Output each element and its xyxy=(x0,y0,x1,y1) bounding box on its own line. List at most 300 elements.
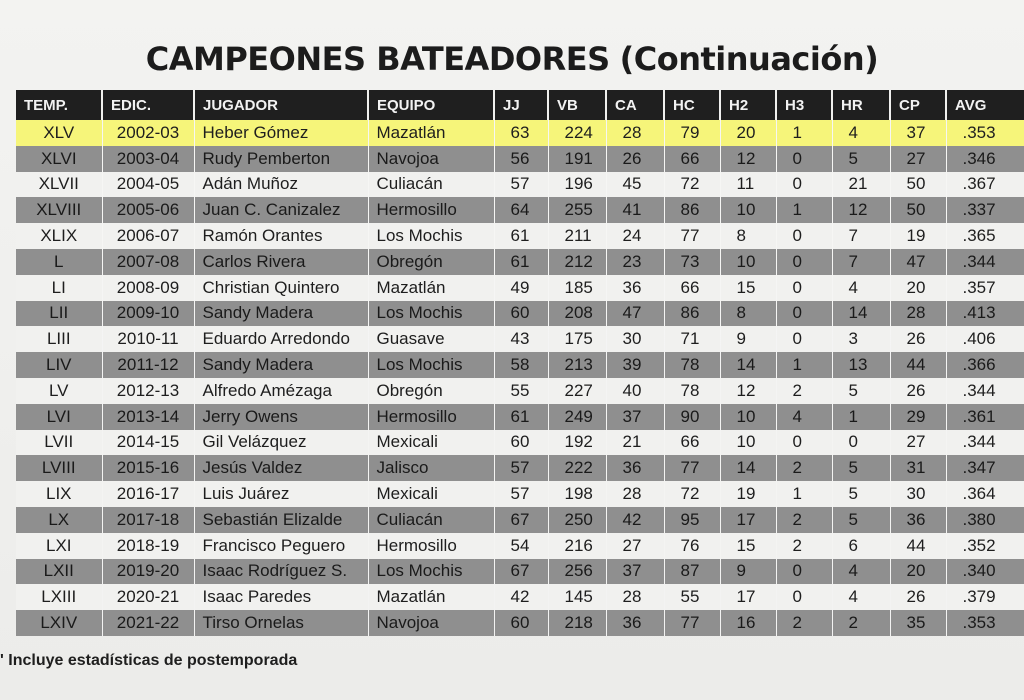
table-cell: 77 xyxy=(664,610,720,636)
table-cell: 19 xyxy=(720,481,776,507)
table-cell: 57 xyxy=(494,481,548,507)
table-row xyxy=(16,533,1024,559)
table-cell: LIV xyxy=(16,352,102,378)
table-cell: 2 xyxy=(832,610,890,636)
table-cell: Mazatlán xyxy=(368,584,494,610)
table-row xyxy=(16,507,1024,533)
table-cell: Jalisco xyxy=(368,455,494,481)
table-cell: Guasave xyxy=(368,326,494,352)
table-cell: 67 xyxy=(494,559,548,585)
table-cell: .353 xyxy=(946,610,1024,636)
table-cell: 4 xyxy=(832,275,890,301)
table-cell: 54 xyxy=(494,533,548,559)
table-cell: LV xyxy=(16,378,102,404)
table-cell: 47 xyxy=(606,301,664,327)
table-cell: 7 xyxy=(832,249,890,275)
table-cell: 227 xyxy=(548,378,606,404)
table-cell: Hermosillo xyxy=(368,197,494,223)
table-cell: Navojoa xyxy=(368,610,494,636)
table-row xyxy=(16,326,1024,352)
table-cell: 5 xyxy=(832,146,890,172)
table-cell: 15 xyxy=(720,275,776,301)
table-cell: 6 xyxy=(832,533,890,559)
table-cell: .340 xyxy=(946,559,1024,585)
table-cell: 145 xyxy=(548,584,606,610)
table-cell: XLIX xyxy=(16,223,102,249)
table-cell: 27 xyxy=(606,533,664,559)
table-cell: 0 xyxy=(776,301,832,327)
table-row xyxy=(16,249,1024,275)
table-cell: XLV xyxy=(16,120,102,146)
table-cell: .367 xyxy=(946,172,1024,198)
table-cell: Culiacán xyxy=(368,507,494,533)
table-cell: 10 xyxy=(720,249,776,275)
table-cell: 28 xyxy=(606,481,664,507)
footnote: ' Incluye estadísticas de postemporada xyxy=(0,652,298,669)
table-cell: 10 xyxy=(720,197,776,223)
table-cell: 61 xyxy=(494,404,548,430)
table-cell: .347 xyxy=(946,455,1024,481)
column-header: EDIC. xyxy=(102,90,194,120)
table-cell: 10 xyxy=(720,404,776,430)
table-cell: 2004-05 xyxy=(102,172,194,198)
column-header: CP xyxy=(890,90,946,120)
column-header: H3 xyxy=(776,90,832,120)
table-cell: 12 xyxy=(720,378,776,404)
column-header: HR xyxy=(832,90,890,120)
table-cell: .337 xyxy=(946,197,1024,223)
table-cell: Mexicali xyxy=(368,481,494,507)
table-cell: 76 xyxy=(664,533,720,559)
table-cell: 8 xyxy=(720,301,776,327)
table-row xyxy=(16,197,1024,223)
table-cell: LX xyxy=(16,507,102,533)
table-cell: Sebastián Elizalde xyxy=(194,507,368,533)
table-cell: Navojoa xyxy=(368,146,494,172)
table-cell: 78 xyxy=(664,352,720,378)
table-cell: 58 xyxy=(494,352,548,378)
table-cell: LI xyxy=(16,275,102,301)
table-cell: 61 xyxy=(494,223,548,249)
table-cell: Culiacán xyxy=(368,172,494,198)
table-cell: 39 xyxy=(606,352,664,378)
table-cell: 2002-03 xyxy=(102,120,194,146)
table-cell: 67 xyxy=(494,507,548,533)
table-cell: 30 xyxy=(890,481,946,507)
table-cell: 60 xyxy=(494,301,548,327)
table-cell: 8 xyxy=(720,223,776,249)
table-cell: 5 xyxy=(832,378,890,404)
column-header: HC xyxy=(664,90,720,120)
table-cell: 208 xyxy=(548,301,606,327)
table-row xyxy=(16,352,1024,378)
table-cell: Sandy Madera xyxy=(194,301,368,327)
table-cell: 10 xyxy=(720,430,776,456)
table-cell: 21 xyxy=(832,172,890,198)
table-cell: Eduardo Arredondo xyxy=(194,326,368,352)
table-cell: .344 xyxy=(946,249,1024,275)
table-cell: 1 xyxy=(776,352,832,378)
table-cell: 60 xyxy=(494,610,548,636)
table-cell: 16 xyxy=(720,610,776,636)
table-cell: 2 xyxy=(776,610,832,636)
table-cell: 44 xyxy=(890,352,946,378)
table-cell: 95 xyxy=(664,507,720,533)
table-row xyxy=(16,481,1024,507)
table-cell: 79 xyxy=(664,120,720,146)
table-cell: 27 xyxy=(890,146,946,172)
table-cell: .366 xyxy=(946,352,1024,378)
table-row-highlighted xyxy=(16,120,1024,146)
table-row xyxy=(16,559,1024,585)
table-cell: 44 xyxy=(890,533,946,559)
table-cell: 2007-08 xyxy=(102,249,194,275)
table-cell: Los Mochis xyxy=(368,301,494,327)
table-cell: 4 xyxy=(776,404,832,430)
table-cell: 15 xyxy=(720,533,776,559)
table-cell: 87 xyxy=(664,559,720,585)
column-header: H2 xyxy=(720,90,776,120)
table-cell: Los Mochis xyxy=(368,352,494,378)
table-cell: Alfredo Amézaga xyxy=(194,378,368,404)
table-row xyxy=(16,584,1024,610)
table-cell: 77 xyxy=(664,223,720,249)
table-cell: 4 xyxy=(832,120,890,146)
table-cell: 0 xyxy=(832,430,890,456)
table-cell: 218 xyxy=(548,610,606,636)
batting-champions-table xyxy=(16,90,1024,636)
table-cell: 9 xyxy=(720,326,776,352)
table-cell: .352 xyxy=(946,533,1024,559)
table-cell: 28 xyxy=(606,120,664,146)
table-cell: 250 xyxy=(548,507,606,533)
table-cell: 2 xyxy=(776,455,832,481)
table-cell: 2018-19 xyxy=(102,533,194,559)
table-cell: 66 xyxy=(664,146,720,172)
table-cell: Mazatlán xyxy=(368,275,494,301)
table-cell: 2 xyxy=(776,533,832,559)
table-cell: 0 xyxy=(776,275,832,301)
table-cell: 43 xyxy=(494,326,548,352)
table-cell: Luis Juárez xyxy=(194,481,368,507)
table-cell: 2013-14 xyxy=(102,404,194,430)
table-cell: 66 xyxy=(664,275,720,301)
table-cell: Isaac Paredes xyxy=(194,584,368,610)
table-cell: 47 xyxy=(890,249,946,275)
table-cell: 41 xyxy=(606,197,664,223)
table-cell: LVIII xyxy=(16,455,102,481)
table-cell: .365 xyxy=(946,223,1024,249)
table-cell: .361 xyxy=(946,404,1024,430)
table-cell: LVI xyxy=(16,404,102,430)
table-cell: LII xyxy=(16,301,102,327)
table-cell: 175 xyxy=(548,326,606,352)
table-cell: Isaac Rodríguez S. xyxy=(194,559,368,585)
table-cell: 0 xyxy=(776,146,832,172)
table-cell: .353 xyxy=(946,120,1024,146)
table-cell: 198 xyxy=(548,481,606,507)
table-cell: LVII xyxy=(16,430,102,456)
table-cell: 2020-21 xyxy=(102,584,194,610)
table-cell: .357 xyxy=(946,275,1024,301)
table-cell: 13 xyxy=(832,352,890,378)
table-cell: 36 xyxy=(606,610,664,636)
table-cell: 249 xyxy=(548,404,606,430)
table-cell: Mexicali xyxy=(368,430,494,456)
table-cell: 20 xyxy=(890,559,946,585)
table-cell: Gil Velázquez xyxy=(194,430,368,456)
table-cell: 4 xyxy=(832,584,890,610)
table-cell: LXIV xyxy=(16,610,102,636)
table-cell: Jesús Valdez xyxy=(194,455,368,481)
table-cell: 50 xyxy=(890,172,946,198)
table-cell: LXIII xyxy=(16,584,102,610)
table-cell: 3 xyxy=(832,326,890,352)
table-row xyxy=(16,172,1024,198)
table-cell: Sandy Madera xyxy=(194,352,368,378)
table-cell: .344 xyxy=(946,378,1024,404)
table-cell: .379 xyxy=(946,584,1024,610)
table-cell: 49 xyxy=(494,275,548,301)
table-cell: 2010-11 xyxy=(102,326,194,352)
table-cell: 20 xyxy=(720,120,776,146)
table-cell: 9 xyxy=(720,559,776,585)
table-cell: .413 xyxy=(946,301,1024,327)
table-cell: 12 xyxy=(832,197,890,223)
table-row xyxy=(16,301,1024,327)
table-cell: 191 xyxy=(548,146,606,172)
table-cell: 29 xyxy=(890,404,946,430)
table-cell: 31 xyxy=(890,455,946,481)
table-cell: 21 xyxy=(606,430,664,456)
table-cell: 2011-12 xyxy=(102,352,194,378)
table-cell: 5 xyxy=(832,481,890,507)
table-cell: 213 xyxy=(548,352,606,378)
title-main: CAMPEONES BATEADORES xyxy=(145,40,610,78)
table-cell: 27 xyxy=(890,430,946,456)
table-cell: 14 xyxy=(720,352,776,378)
table-cell: Los Mochis xyxy=(368,559,494,585)
table-cell: .380 xyxy=(946,507,1024,533)
table-cell: 2009-10 xyxy=(102,301,194,327)
table-body xyxy=(16,120,1024,636)
table-cell: 7 xyxy=(832,223,890,249)
table-cell: 72 xyxy=(664,481,720,507)
table-cell: 4 xyxy=(832,559,890,585)
table-cell: 86 xyxy=(664,197,720,223)
table-cell: 36 xyxy=(606,455,664,481)
table-cell: LIII xyxy=(16,326,102,352)
table-row xyxy=(16,275,1024,301)
table-cell: 1 xyxy=(776,481,832,507)
table-cell: 14 xyxy=(832,301,890,327)
table-cell: 2016-17 xyxy=(102,481,194,507)
table-cell: Hermosillo xyxy=(368,404,494,430)
table-cell: Jerry Owens xyxy=(194,404,368,430)
table-cell: 2015-16 xyxy=(102,455,194,481)
table-cell: LIX xyxy=(16,481,102,507)
table-cell: 26 xyxy=(890,584,946,610)
table-cell: Hermosillo xyxy=(368,533,494,559)
table-cell: Juan C. Canizalez xyxy=(194,197,368,223)
table-cell: 0 xyxy=(776,584,832,610)
table-cell: 2019-20 xyxy=(102,559,194,585)
table-cell: .344 xyxy=(946,430,1024,456)
table-cell: 37 xyxy=(890,120,946,146)
table-cell: 60 xyxy=(494,430,548,456)
table-cell: Ramón Orantes xyxy=(194,223,368,249)
table-cell: 26 xyxy=(606,146,664,172)
table-cell: LXII xyxy=(16,559,102,585)
table-cell: 78 xyxy=(664,378,720,404)
table-cell: 255 xyxy=(548,197,606,223)
table-cell: 2003-04 xyxy=(102,146,194,172)
table-row xyxy=(16,223,1024,249)
table-row xyxy=(16,404,1024,430)
table-cell: Francisco Peguero xyxy=(194,533,368,559)
table-cell: 42 xyxy=(494,584,548,610)
column-header: AVG xyxy=(946,90,1024,120)
table-cell: Obregón xyxy=(368,249,494,275)
table-cell: 37 xyxy=(606,559,664,585)
table-cell: 0 xyxy=(776,559,832,585)
table-cell: 224 xyxy=(548,120,606,146)
table-cell: 12 xyxy=(720,146,776,172)
table-cell: LXI xyxy=(16,533,102,559)
table-cell: 2014-15 xyxy=(102,430,194,456)
table-cell: 23 xyxy=(606,249,664,275)
table-cell: 36 xyxy=(606,275,664,301)
table-cell: .364 xyxy=(946,481,1024,507)
table-cell: 66 xyxy=(664,430,720,456)
table-cell: 55 xyxy=(494,378,548,404)
table-cell: 63 xyxy=(494,120,548,146)
table-cell: 77 xyxy=(664,455,720,481)
table-cell: Rudy Pemberton xyxy=(194,146,368,172)
table-cell: 2008-09 xyxy=(102,275,194,301)
table-cell: 26 xyxy=(890,378,946,404)
column-header: JJ xyxy=(494,90,548,120)
table-cell: 56 xyxy=(494,146,548,172)
table-cell: 30 xyxy=(606,326,664,352)
table-cell: 14 xyxy=(720,455,776,481)
table-cell: 0 xyxy=(776,249,832,275)
table-cell: 2 xyxy=(776,378,832,404)
column-header: TEMP. xyxy=(16,90,102,120)
table-cell: 28 xyxy=(606,584,664,610)
table-row xyxy=(16,455,1024,481)
column-header: EQUIPO xyxy=(368,90,494,120)
table-cell: 71 xyxy=(664,326,720,352)
table-cell: 1 xyxy=(776,120,832,146)
table-cell: 64 xyxy=(494,197,548,223)
table-cell: .346 xyxy=(946,146,1024,172)
table-cell: 222 xyxy=(548,455,606,481)
table-cell: 55 xyxy=(664,584,720,610)
table-cell: 50 xyxy=(890,197,946,223)
table-cell: 45 xyxy=(606,172,664,198)
table-cell: 26 xyxy=(890,326,946,352)
table-cell: 36 xyxy=(890,507,946,533)
table-cell: 73 xyxy=(664,249,720,275)
table-cell: 61 xyxy=(494,249,548,275)
column-header: CA xyxy=(606,90,664,120)
table-cell: 2 xyxy=(776,507,832,533)
table-cell: L xyxy=(16,249,102,275)
table-cell: 216 xyxy=(548,533,606,559)
table-cell: 35 xyxy=(890,610,946,636)
table-cell: 1 xyxy=(776,197,832,223)
table-header-row xyxy=(16,90,1024,120)
table-cell: 11 xyxy=(720,172,776,198)
table-cell: 17 xyxy=(720,507,776,533)
table-row xyxy=(16,146,1024,172)
table-cell: 86 xyxy=(664,301,720,327)
table-cell: XLVII xyxy=(16,172,102,198)
table-cell: 2017-18 xyxy=(102,507,194,533)
table-cell: 185 xyxy=(548,275,606,301)
table-cell: 57 xyxy=(494,455,548,481)
table-cell: 42 xyxy=(606,507,664,533)
table-cell: 192 xyxy=(548,430,606,456)
table-cell: 28 xyxy=(890,301,946,327)
table-cell: 256 xyxy=(548,559,606,585)
table-cell: 212 xyxy=(548,249,606,275)
table-cell: 37 xyxy=(606,404,664,430)
table-cell: Heber Gómez xyxy=(194,120,368,146)
table-cell: Obregón xyxy=(368,378,494,404)
title-continuation: (Continuación) xyxy=(619,40,879,78)
table-cell: 0 xyxy=(776,430,832,456)
table-cell: 196 xyxy=(548,172,606,198)
table-cell: 5 xyxy=(832,455,890,481)
table-cell: Christian Quintero xyxy=(194,275,368,301)
column-header: JUGADOR xyxy=(194,90,368,120)
table-cell: 72 xyxy=(664,172,720,198)
column-header: VB xyxy=(548,90,606,120)
table-cell: 0 xyxy=(776,172,832,198)
table-cell: Tirso Ornelas xyxy=(194,610,368,636)
table-cell: 20 xyxy=(890,275,946,301)
table-cell: 2012-13 xyxy=(102,378,194,404)
table-cell: 0 xyxy=(776,326,832,352)
page-title xyxy=(0,40,1024,78)
table-cell: XLVIII xyxy=(16,197,102,223)
table-cell: Adán Muñoz xyxy=(194,172,368,198)
table-row xyxy=(16,610,1024,636)
table-cell: 19 xyxy=(890,223,946,249)
table-cell: Mazatlán xyxy=(368,120,494,146)
table-cell: 2021-22 xyxy=(102,610,194,636)
table-cell: 40 xyxy=(606,378,664,404)
table-cell: 211 xyxy=(548,223,606,249)
table-cell: .406 xyxy=(946,326,1024,352)
table-cell: 57 xyxy=(494,172,548,198)
table-cell: 0 xyxy=(776,223,832,249)
table-cell: 5 xyxy=(832,507,890,533)
table-cell: Carlos Rivera xyxy=(194,249,368,275)
table-row xyxy=(16,430,1024,456)
table-cell: 1 xyxy=(832,404,890,430)
table-cell: 2006-07 xyxy=(102,223,194,249)
table-cell: 90 xyxy=(664,404,720,430)
table-cell: 24 xyxy=(606,223,664,249)
table-row xyxy=(16,378,1024,404)
table-cell: Los Mochis xyxy=(368,223,494,249)
table-cell: 17 xyxy=(720,584,776,610)
table-cell: XLVI xyxy=(16,146,102,172)
table-cell: 2005-06 xyxy=(102,197,194,223)
